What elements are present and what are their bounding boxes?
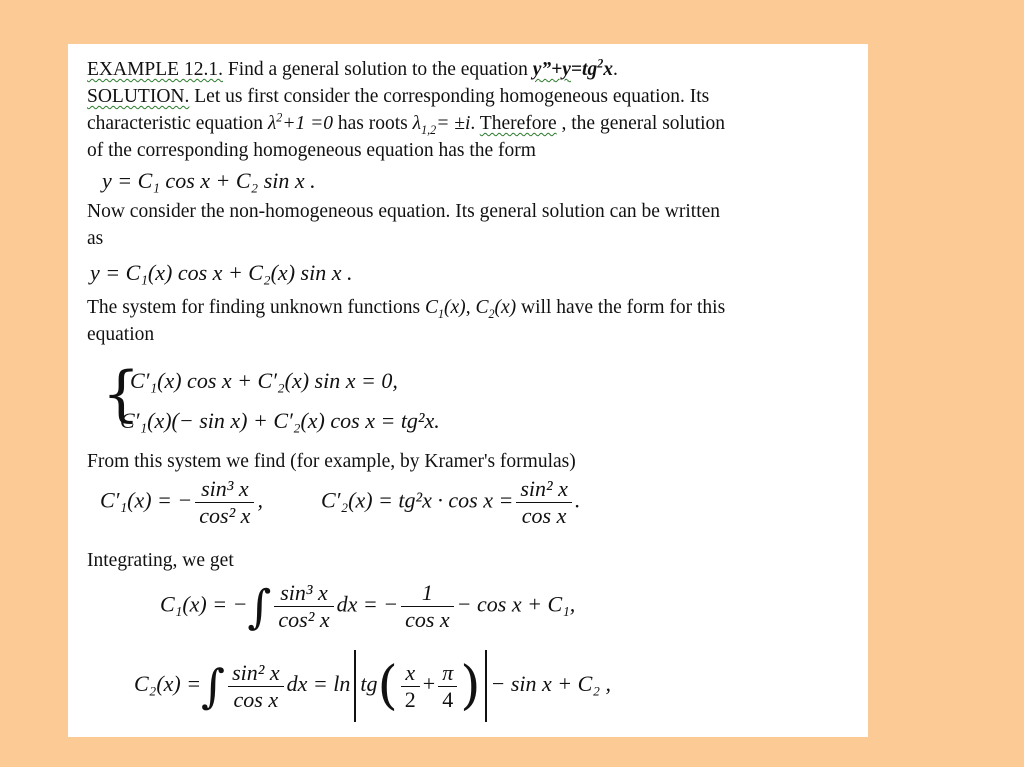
derivative-c2-end: . bbox=[574, 487, 581, 513]
system-brace: { bbox=[102, 359, 141, 429]
integral-c2-n1: x bbox=[401, 660, 420, 687]
example-equation-main: y”+y bbox=[532, 59, 571, 80]
system-text-line-2: equation bbox=[87, 324, 155, 345]
example-heading: EXAMPLE 12.1. bbox=[87, 59, 223, 80]
integral-c2-fraction-pi4 bbox=[438, 660, 457, 713]
system-text-line-1 bbox=[87, 296, 725, 320]
integral-sign-1: ∫ bbox=[247, 579, 272, 634]
char-eq-rest: +1 =0 bbox=[282, 113, 334, 134]
example-task: Find a general solution to the equation bbox=[222, 59, 533, 80]
system-c2-sub: 2 bbox=[488, 306, 495, 321]
integral-c2-fraction bbox=[228, 660, 284, 713]
solution-text-2d: , the general solution bbox=[556, 113, 726, 134]
integral-c1-num2: 1 bbox=[401, 580, 454, 607]
integral-c2-plus: + bbox=[422, 671, 436, 697]
system-comma: , bbox=[465, 297, 476, 318]
solution-text-2c: . bbox=[470, 113, 480, 134]
integral-c2 bbox=[134, 650, 611, 722]
paren-left: ( bbox=[377, 656, 398, 716]
integral-sign-2: ∫ bbox=[201, 659, 226, 713]
example-line bbox=[87, 58, 618, 82]
solution-line-2 bbox=[87, 112, 725, 136]
integral-c1-fraction bbox=[274, 580, 333, 633]
system-c1-sub: 1 bbox=[437, 306, 445, 321]
integral-c1-fraction-2 bbox=[401, 580, 454, 633]
derivative-c1-end: , bbox=[257, 487, 263, 513]
derivative-c1 bbox=[100, 476, 263, 529]
integral-c2-num: sin² x bbox=[228, 660, 284, 687]
integral-c2-d1: 2 bbox=[404, 686, 416, 712]
solution-line-1 bbox=[87, 85, 709, 109]
derivative-c2 bbox=[321, 476, 580, 529]
derivative-c2-den: cos x bbox=[521, 503, 567, 528]
example-equation-end: x bbox=[603, 59, 613, 80]
example-equation-dot: . bbox=[613, 59, 618, 80]
example-equation-rest: =tg bbox=[570, 59, 598, 80]
formula-homogeneous: y = C₁ cos x + C₂ sin x . bbox=[102, 168, 316, 193]
derivative-c1-den: cos² x bbox=[199, 503, 251, 528]
find-text: From this system we find (for example, by Kramer's formulas) bbox=[87, 451, 576, 472]
example-equation-exp: 2 bbox=[597, 56, 604, 71]
system-row-1: C′₁(x) cos x + C′₂(x) sin x = 0, bbox=[130, 368, 398, 393]
integral-c1-num: sin³ x bbox=[274, 580, 333, 607]
system-text-1a: The system for finding unknown functions bbox=[87, 297, 425, 318]
integral-c1-end: − cos x + C₁, bbox=[456, 591, 576, 617]
integral-c1-lhs: C₁(x) = − bbox=[160, 591, 248, 617]
abs-bar-right bbox=[485, 650, 487, 722]
integrating-text: Integrating, we get bbox=[87, 550, 234, 571]
integral-c1-den: cos² x bbox=[278, 607, 330, 632]
system-c1: C bbox=[424, 297, 438, 318]
derivative-c1-num: sin³ x bbox=[195, 476, 254, 503]
integral-c2-tg: tg bbox=[360, 671, 378, 697]
derivative-c1-lhs: C′₁(x) = − bbox=[100, 487, 193, 513]
solution-line-3 bbox=[87, 139, 536, 163]
derivative-c2-num: sin² x bbox=[516, 476, 572, 503]
derivative-c2-fraction bbox=[516, 476, 572, 529]
slide-page bbox=[68, 44, 868, 737]
system-row-2: C′₁(x)(− sin x) + C′₂(x) cos x = tg²x. bbox=[120, 408, 440, 433]
roots-value: = ±i bbox=[436, 113, 471, 134]
integral-c2-fraction-x2 bbox=[401, 660, 420, 713]
solution-label: SOLUTION. bbox=[87, 86, 190, 107]
paren-right: ) bbox=[460, 656, 481, 716]
integral-c2-n2: π bbox=[438, 660, 457, 687]
integral-c2-lhs: C₂(x) = bbox=[134, 671, 202, 697]
integral-c2-den: cos x bbox=[233, 686, 279, 712]
integral-c2-d2: 4 bbox=[442, 686, 454, 712]
abs-bar-left bbox=[354, 650, 356, 722]
solution-text-1: Let us first consider the corresponding homogeneous equation. Its bbox=[189, 86, 710, 107]
roots-lambda: λ bbox=[412, 113, 422, 134]
integral-c2-mid: dx = ln bbox=[286, 671, 351, 697]
derivative-c2-lhs: C′₂(x) = tg²x · cos x = bbox=[321, 487, 514, 513]
therefore-word: Therefore bbox=[479, 113, 557, 134]
integral-c1-mid: dx = − bbox=[336, 591, 399, 617]
integral-c2-end: − sin x + C₂ , bbox=[490, 671, 611, 697]
solution-text-2a: characteristic equation bbox=[87, 113, 268, 134]
char-eq-lambda: λ bbox=[267, 113, 277, 134]
solution-text-2b: has roots bbox=[333, 113, 413, 134]
system-c2-arg: (x) bbox=[494, 297, 517, 318]
formula-general: y = C₁(x) cos x + C₂(x) sin x . bbox=[90, 260, 353, 285]
system-text-1b: will have the form for this bbox=[516, 297, 726, 318]
solution-text-3: of the corresponding homogeneous equation has the form bbox=[87, 140, 536, 161]
roots-sub: 1,2 bbox=[421, 122, 437, 137]
nonhomog-line-1: Now consider the non-homogeneous equation. Its general solution can be written bbox=[87, 201, 721, 222]
integral-c1 bbox=[160, 580, 575, 633]
char-eq-exp: 2 bbox=[276, 110, 283, 125]
system-c1-arg: (x) bbox=[444, 297, 466, 318]
derivative-c1-fraction bbox=[195, 476, 254, 529]
integral-c1-den2: cos x bbox=[405, 607, 450, 632]
nonhomog-line-2: as bbox=[87, 228, 104, 249]
system-c2: C bbox=[475, 297, 489, 318]
